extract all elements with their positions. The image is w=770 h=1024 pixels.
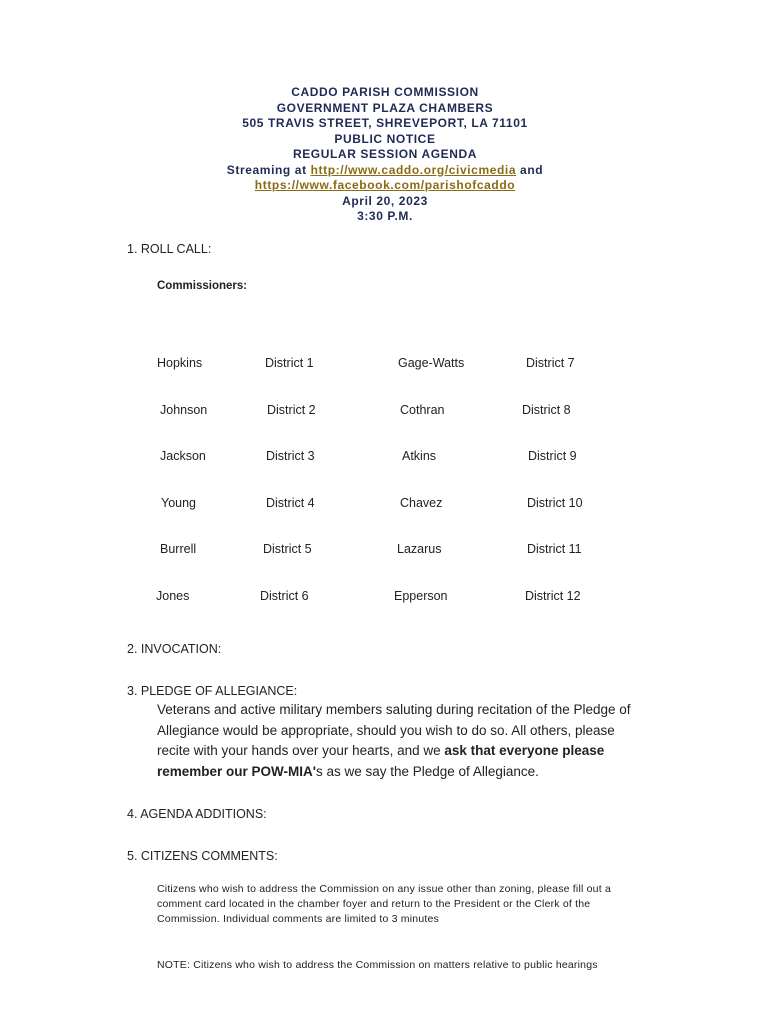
commissioner-name: Burrell (160, 542, 197, 556)
commissioners-label: Commissioners: (157, 280, 248, 292)
civicmedia-link[interactable]: http://www.caddo.org/civicmedia (310, 162, 517, 177)
facebook-link[interactable]: https://www.facebook.com/parishofcaddo (254, 178, 516, 192)
commissioner-name: Atkins (402, 449, 437, 463)
commissioner-district: District 3 (266, 449, 315, 463)
section-roll-call: 1. ROLL CALL: (127, 242, 212, 256)
note-paragraph: NOTE: Citizens who wish to address the Commission on matters relative to public hearings (157, 959, 598, 971)
pledge-paragraph (157, 700, 647, 782)
citizens-comments-paragraph: Citizens who wish to address the Commission on any issue other than zoning, please fill out a comment card located in the chamber foyer and return to the President or the Clerk of the Commission. Individual comments are limited to 3 minutes (157, 883, 611, 925)
streaming-prefix: Streaming at (226, 162, 311, 177)
commissioner-name: Young (161, 496, 196, 510)
header-public-notice: PUBLIC NOTICE (334, 131, 436, 146)
header-agenda-type: REGULAR SESSION AGENDA (292, 147, 478, 161)
streaming-and: and (516, 162, 544, 177)
commissioner-district: District 1 (265, 356, 314, 370)
header-streaming (0, 163, 770, 179)
commissioner-name: Johnson (160, 403, 208, 417)
commissioner-district: District 10 (527, 496, 583, 510)
commissioner-name: Jackson (160, 449, 206, 463)
commissioner-name: Hopkins (157, 356, 203, 370)
commissioner-district: District 12 (525, 589, 581, 603)
commissioner-district: District 2 (267, 403, 316, 417)
commissioner-name: Cothran (400, 403, 445, 417)
header-venue: GOVERNMENT PLAZA CHAMBERS (276, 100, 494, 115)
commissioner-district: District 8 (522, 403, 571, 417)
section-pledge: 3. PLEDGE OF ALLEGIANCE: (127, 684, 298, 698)
pledge-text-bold: ask that everyone please remember our POW-MIA' (157, 743, 605, 779)
pledge-text-part2: s as we say the Pledge of Allegiance. (315, 763, 539, 779)
section-citizens-comments: 5. CITIZENS COMMENTS: (127, 849, 278, 863)
commissioner-district: District 4 (266, 496, 315, 510)
commissioner-district: District 7 (526, 356, 575, 370)
commissioner-district: District 9 (528, 449, 577, 463)
section-invocation: 2. INVOCATION: (127, 642, 222, 656)
commissioner-district: District 6 (260, 589, 309, 603)
commissioner-name: Gage-Watts (398, 356, 465, 370)
header-address: 505 TRAVIS STREET, SHREVEPORT, LA 71101 (242, 116, 528, 130)
commissioner-name: Epperson (394, 589, 448, 603)
header-facebook (0, 178, 770, 194)
commissioner-name: Lazarus (397, 542, 442, 556)
commissioner-name: Chavez (400, 496, 443, 510)
pledge-text-part1: Veterans and active military members saluting during recitation of the Pledge of Allegiance would be appropriate, should you wish to do so. All others, please recite with your hands over your hearts, and we (157, 702, 631, 758)
header-org: CADDO PARISH COMMISSION (291, 85, 479, 99)
commissioner-district: District 5 (263, 542, 312, 556)
agenda-header (0, 85, 770, 225)
section-agenda-additions: 4. AGENDA ADDITIONS: (127, 807, 267, 821)
header-time: 3:30 P.M. (357, 209, 413, 223)
commissioner-name: Jones (156, 589, 190, 603)
header-date: April 20, 2023 (342, 193, 428, 208)
commissioner-district: District 11 (527, 542, 582, 556)
